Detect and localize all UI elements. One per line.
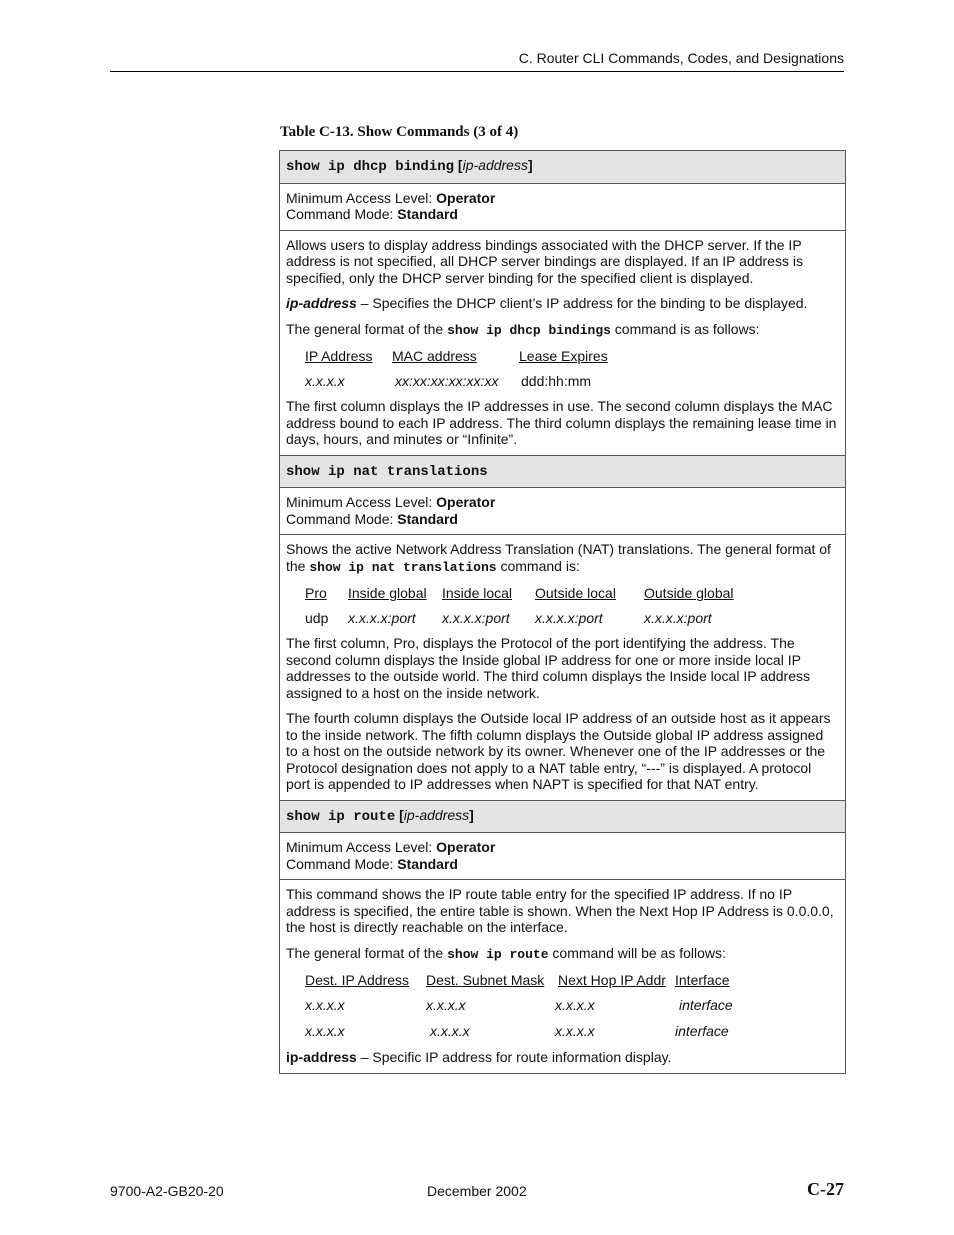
format-cell: interface [679,997,733,1013]
column-header: Outside local [535,585,616,601]
command-header-dhcp-binding: show ip dhcp binding [ip-address] [280,151,846,184]
mode-value: Standard [397,510,458,527]
format-cell: x.x.x.x:port [644,610,712,626]
table-row [280,230,846,455]
format-cell: x.x.x.x [305,373,345,389]
access-info [280,833,846,880]
desc-post: command is: [496,557,580,574]
publication-date: December 2002 [427,1183,527,1199]
format-column-headers [286,585,837,610]
format-cell: x.x.x.x [305,1023,345,1039]
page-number: C-27 [807,1179,844,1199]
description-paragraph: This command shows the IP route table entry for the specified IP address. If no IP address is specified, the entire table is shown. When the Next Hop IP Address is 0.0.0.0, the host is directly reachable on the interface. [286,886,834,935]
table-row [280,535,846,801]
access-value: Operator [436,839,496,855]
format-row [286,1023,837,1049]
format-cell: x.x.x.x [430,1023,470,1039]
format-cell: x.x.x.x [305,997,345,1013]
document-number: 9700-A2-GB20-20 [110,1183,224,1199]
show-commands-table [279,150,846,1074]
format-post: command will be as follows: [548,944,726,961]
table-row [280,183,846,230]
format-cell: x.x.x.x:port [442,610,510,626]
column-header: Inside global [348,585,427,601]
command-name: show ip dhcp binding [286,159,455,175]
command-header-ip-route: show ip route [ip-address] [280,800,846,833]
command-description [280,880,846,1074]
description-paragraph [286,541,837,576]
access-label: Minimum Access Level: [286,189,437,206]
mode-value: Standard [397,855,458,872]
parameter-description [286,295,837,312]
format-cell: x.x.x.x [426,997,466,1013]
parameter-text: – Specifies the DHCP client’s IP address for the binding to be displayed. [356,295,808,311]
table-row [280,488,846,535]
parameter-name: ip-address [286,1049,357,1065]
format-row [286,997,837,1023]
format-pre: The general format of the [286,320,448,337]
command-header-nat-translations [280,455,846,488]
format-cell: udp [305,610,329,626]
access-label: Minimum Access Level: [286,494,437,510]
column-header: Lease Expires [519,348,608,364]
command-argument: ip-address [403,806,470,823]
access-info [280,183,846,230]
format-row [286,373,837,398]
access-label: Minimum Access Level: [286,839,437,855]
desc-pre: Shows the active Network Address Translation (NAT) translations. The general format of the [286,541,831,574]
format-column-headers [286,348,837,373]
table-row [280,455,846,488]
command-description [280,230,846,455]
table-row [280,833,846,880]
parameter-name: ip-address [286,295,357,311]
mode-label: Command Mode: [286,510,398,527]
format-cell: x.x.x.x [555,997,595,1013]
format-cell: x.x.x.x:port [535,610,603,626]
format-cell: ddd:hh:mm [521,373,592,389]
format-post: command is as follows: [610,320,760,337]
mode-value: Standard [397,206,458,222]
format-cell: interface [675,1023,729,1039]
column-header: Next Hop IP Addr [558,972,666,988]
mode-label: Command Mode: [286,855,398,872]
parameter-text: – Specific IP address for route information display. [356,1049,672,1065]
access-value: Operator [436,189,496,206]
column-header: Dest. IP Address [305,972,410,988]
access-info [280,488,846,535]
format-column-headers [286,972,837,997]
column-header: Dest. Subnet Mask [426,972,545,988]
format-command: show ip route [447,946,549,962]
access-value: Operator [436,494,496,510]
column-header: Inside local [442,585,513,601]
description-paragraph: The first column displays the IP addresses in use. The second column displays the MAC address bound to each IP address. The third column displays the remaining lease time in days, hours, and minutes or “Infinite”. [286,398,837,447]
format-row [286,610,837,635]
parameter-description [286,1049,837,1066]
command-description [280,535,846,801]
format-intro [286,321,837,340]
table-row [280,151,846,184]
column-header: MAC address [392,348,477,364]
command-argument: ip-address [462,157,528,173]
command-name: show ip nat translations [286,463,488,480]
column-header: Pro [305,585,327,601]
format-pre: The general format of the [286,944,448,961]
command-name: show ip route [286,808,396,825]
table-row [280,880,846,1074]
column-header: Interface [675,972,730,988]
column-header: IP Address [305,348,373,364]
format-cell: xx:xx:xx:xx:xx:xx [395,373,499,389]
running-header: C. Router CLI Commands, Codes, and Designations [518,50,844,66]
description-paragraph: Allows users to display address bindings associated with the DHCP server. If the IP address is not specified, all DHCP server bindings are displayed. If an IP address is specified, only the DHCP server binding for the specified client is displayed. [286,236,803,286]
mode-label: Command Mode: [286,206,398,222]
format-command: show ip dhcp bindings [447,322,611,338]
table-row [280,800,846,833]
format-command: show ip nat translations [309,559,497,575]
description-paragraph: The fourth column displays the Outside local IP address of an outside host as it appears to the inside network. The fifth column displays the Outside global IP address assigned to a host on the outside network by its owner. Whenever one of the IP addresses or the Protocol designation does not apply to a NAT table entry, “---” is displayed. A protocol port is appended to IP addresses when NAPT is specified for that NAT entry. [286,710,831,792]
format-cell: x.x.x.x [555,1023,595,1039]
format-intro [286,945,837,964]
column-header: Outside global [644,585,734,601]
table-caption: Table C-13. Show Commands (3 of 4) [280,124,519,140]
header-rule [110,71,844,72]
description-paragraph: The first column, Pro, displays the Protocol of the port identifying the address. The second column displays the Inside global IP address for one or more inside local IP addresses to the outside world. The third column displays the Inside local IP address assigned to a host on the inside network. [286,635,810,701]
format-cell: x.x.x.x:port [348,610,416,626]
